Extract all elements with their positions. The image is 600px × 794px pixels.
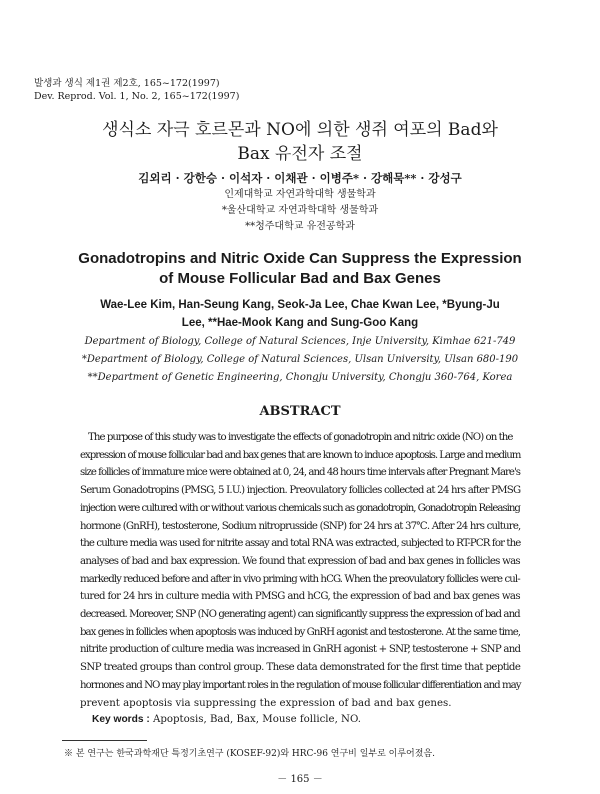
abstract-line: decreased. Moreover, SNP (NO generating agent) can significantly suppress the expression of bad and <box>80 609 520 621</box>
footnote-divider <box>62 740 147 741</box>
keywords-label: Key words : <box>92 714 150 725</box>
abstract-heading: ABSTRACT <box>259 404 341 419</box>
korean-authors: 김외리 · 강한승 · 이석자 · 이채관 · 이병주* · 강해묵** · 강성구 <box>138 171 462 185</box>
abstract-line: the culture media was used for nitrite assay and total RNA was extracted, subjected to RT-PCR for the <box>80 538 521 550</box>
abstract-line: Serum Gonadotropins (PMSG, 5 I.U.) injection. Preovulatory follicles collected at 24 hrs after PMSG <box>80 485 521 497</box>
english-title-line2: of Mouse Follicular Bad and Bax Genes <box>159 270 441 287</box>
funding-footnote: ※ 본 연구는 한국과학재단 특정기초연구 (KOSEF-92)와 HRC-96 연구비 일부로 이루어졌음. <box>64 749 435 759</box>
english-affiliation-1: Department of Biology, College of Natural Sciences, Inje University, Kimhae 621-749 <box>84 336 516 347</box>
korean-affiliation-2: *울산대학교 자연과학대학 생물학과 <box>221 205 379 216</box>
english-authors-line2: Lee, **Hae-Mook Kang and Sung-Goo Kang <box>181 317 419 329</box>
abstract-line: analyses of bad and bax expression. We found that expression of bad and bax genes in follicles was <box>80 555 520 567</box>
abstract-line: SNP treated groups than control group. These data demonstrated for the first time that peptide <box>80 662 521 674</box>
abstract-line: tured for 24 hrs in culture media with PMSG and hCG, the expression of bad and bax genes was <box>80 591 520 603</box>
page-number: － 165 － <box>277 774 323 785</box>
abstract-body <box>80 429 520 712</box>
keywords <box>92 714 361 725</box>
keywords-text: Apoptosis, Bad, Bax, Mouse follicle, NO. <box>149 714 361 725</box>
korean-affiliation-1: 인제대학교 자연과학대학 생물학과 <box>224 189 376 200</box>
english-authors-line1: Wae-Lee Kim, Han-Seung Kang, Seok-Ja Lee, Chae Kwan Lee, *Byung-Ju <box>100 299 500 311</box>
abstract-line: nitrite production of culture media was increased in GnRH agonist + SNP, testosterone + SNP and <box>80 644 521 656</box>
abstract-line: hormone (GnRH), testosterone, Sodium nitroprusside (SNP) for 24 hrs at 37℃. After 24 hrs culture, <box>80 520 521 532</box>
abstract-line: markedly reduced before and after in vivo priming with hCG. When the preovulatory follicles were cul- <box>80 573 520 585</box>
journal-citation-korean: 발생과 생식 제1권 제2호, 165~172(1997) <box>34 78 220 89</box>
korean-title-line1: 생식소 자극 호르몬과 NO에 의한 생쥐 여포의 Bad와 <box>102 120 498 140</box>
abstract-line: bax genes in follicles when apoptosis was induced by GnRH agonist and testosterone. At the same time, <box>80 626 521 638</box>
abstract-line: expression of mouse follicular bad and bax genes that are known to induce apoptosis. Large and medium <box>80 449 521 461</box>
abstract-line: size follicles of immature mice were obtained at 0, 24, and 48 hours time intervals after Pregnant Mare's <box>80 467 521 479</box>
abstract-line: hormones and NO may play important roles in the regulation of mouse follicular differentiation and may <box>80 679 521 691</box>
korean-affiliation-3: **청주대학교 유전공학과 <box>245 221 355 232</box>
korean-title-line2: Bax 유전자 조절 <box>237 144 363 164</box>
english-affiliation-3: **Department of Genetic Engineering, Chongju University, Chongju 360-764, Korea <box>87 372 513 383</box>
journal-citation-english: Dev. Reprod. Vol. 1, No. 2, 165~172(1997) <box>34 91 240 102</box>
abstract-line: The purpose of this study was to investigate the effects of gonadotropin and nitric oxide (NO) on the <box>88 432 513 443</box>
abstract-line: injection were cultured with or without various chemicals such as gonadotropin, Gonadotropin Releasing <box>80 502 520 514</box>
abstract-line: prevent apoptosis via suppressing the expression of bad and bax genes. <box>80 697 452 709</box>
english-affiliation-2: *Department of Biology, College of Natural Sciences, Ulsan University, Ulsan 680-190 <box>81 354 519 365</box>
english-title-line1: Gonadotropins and Nitric Oxide Can Suppress the Expression <box>78 250 522 267</box>
